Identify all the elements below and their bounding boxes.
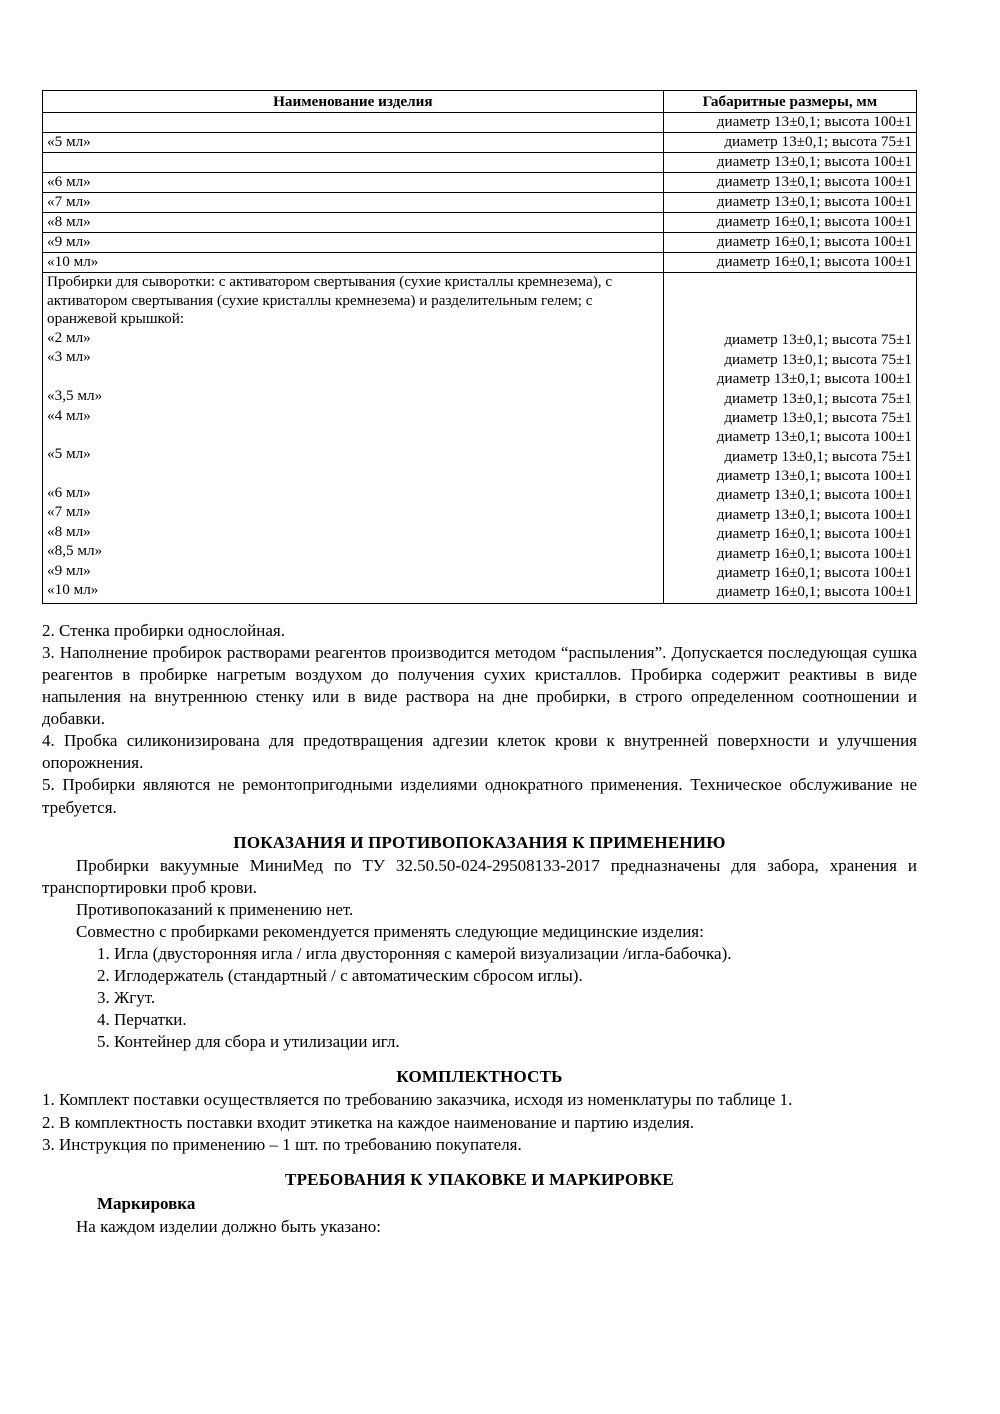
completeness-section-title: КОМПЛЕКТНОСТЬ — [396, 1067, 563, 1087]
table-header-row — [43, 91, 917, 113]
serum-tubes-name-list — [47, 329, 659, 600]
completeness-paragraph-3: 3. Инструкция по применению – 1 шт. по требованию покупателя. — [42, 1134, 522, 1154]
table-row — [43, 113, 917, 133]
product-name: «3 мл» — [47, 348, 91, 366]
product-dimensions: диаметр 16±0,1; высота 100±1 — [663, 213, 916, 233]
product-dimensions: диаметр 16±0,1; высота 100±1 — [663, 253, 916, 273]
product-dimensions: диаметр 13±0,1; высота 75±1 — [663, 133, 916, 153]
product-name: «3,5 мл» — [47, 387, 103, 405]
paragraph-4: 4. Пробка силиконизирована для предотвращения адгезии клеток крови к внутренней поверхности и улучшения опорожнения. — [42, 731, 917, 773]
table-row — [43, 153, 917, 173]
product-dimensions: диаметр 13±0,1; высота 75±1 — [724, 408, 912, 426]
product-dimensions: диаметр 13±0,1; высота 75±1 — [724, 447, 912, 465]
list-item: 5. Контейнер для сбора и утилизации игл. — [97, 1032, 400, 1052]
paragraph-3: 3. Наполнение пробирок растворами реагентов производится методом “распыления”. Допускается последующая сушка реагентов в пробирке нагретым воздухом до получения сухих кристаллов. Пробирка содержит реактивы в виде напыления на внутреннюю стенку или в виде раствора на дне пробирки, в строго определенном соотношении и добавки. — [42, 642, 917, 729]
product-dimensions: диаметр 16±0,1; высота 100±1 — [716, 583, 912, 601]
product-name: «10 мл» — [47, 581, 99, 599]
list-item: 2. Иглодержатель (стандартный / с автоматическим сбросом иглы). — [97, 966, 583, 986]
indications-section-title: ПОКАЗАНИЯ И ПРОТИВОПОКАЗАНИЯ К ПРИМЕНЕНИЮ — [233, 832, 726, 852]
product-name: «9 мл» — [43, 233, 664, 253]
paragraph-2: 2. Стенка пробирки однослойная. — [42, 620, 285, 640]
list-item: 3. Жгут. — [97, 988, 156, 1008]
product-name: «10 мл» — [43, 253, 664, 273]
product-dimensions: диаметр 13±0,1; высота 100±1 — [716, 370, 912, 388]
product-name — [47, 465, 659, 484]
paragraph-5: 5. Пробирки являются не ремонтопригодными изделиями однократного применения. Техническое обслуживание не требуется. — [42, 775, 917, 817]
table-row — [43, 133, 917, 153]
product-name: «7 мл» — [47, 503, 91, 521]
column-header-name: Наименование изделия — [43, 91, 664, 113]
table-row — [43, 233, 917, 253]
product-name: «7 мл» — [43, 193, 664, 213]
product-dimensions: диаметр 13±0,1; высота 75±1 — [724, 389, 912, 407]
product-dimensions: диаметр 16±0,1; высота 100±1 — [716, 564, 912, 582]
product-name: «4 мл» — [47, 406, 91, 424]
product-dimensions: диаметр 16±0,1; высота 100±1 — [663, 233, 916, 253]
completeness-paragraph-2: 2. В комплектность поставки входит этикетка на каждое наименование и партию изделия. — [42, 1112, 695, 1132]
product-name — [43, 113, 664, 133]
product-dimensions: диаметр 13±0,1; высота 100±1 — [663, 173, 916, 193]
product-name — [47, 426, 659, 445]
table-row — [43, 193, 917, 213]
product-dimensions: диаметр 13±0,1; высота 100±1 — [716, 428, 912, 446]
product-dimensions: диаметр 16±0,1; высота 100±1 — [716, 544, 912, 562]
serum-tubes-description: Пробирки для сыворотки: с активатором свертывания (сухие кристаллы кремнезема), с активатором свертывания (сухие кристаллы кремнезема) и разделительным гелем; с оранжевой крышкой: — [47, 273, 613, 328]
serum-tubes-row — [43, 273, 917, 603]
product-dimensions: диаметр 13±0,1; высота 75±1 — [724, 331, 912, 349]
indications-paragraph-2: Противопоказаний к применению нет. — [76, 899, 354, 919]
product-dimensions: диаметр 13±0,1; высота 75±1 — [724, 350, 912, 368]
column-header-dimensions: Габаритные размеры, мм — [663, 91, 916, 113]
product-name — [47, 368, 659, 387]
packaging-paragraph-1: На каждом изделии должно быть указано: — [76, 1216, 381, 1236]
table-row — [43, 253, 917, 273]
product-dimensions: диаметр 13±0,1; высота 100±1 — [716, 505, 912, 523]
marking-subsection-title: Маркировка — [97, 1193, 196, 1213]
product-name — [43, 153, 664, 173]
product-dimensions: диаметр 13±0,1; высота 100±1 — [663, 113, 916, 133]
product-name: «2 мл» — [47, 328, 91, 346]
product-dimensions: диаметр 13±0,1; высота 100±1 — [663, 153, 916, 173]
product-dimensions: диаметр 13±0,1; высота 100±1 — [663, 193, 916, 213]
document-content — [42, 90, 917, 1238]
product-dimensions: диаметр 13±0,1; высота 100±1 — [716, 486, 912, 504]
serum-tubes-dimensions-cell — [663, 273, 916, 603]
indications-paragraph-1: Пробирки вакуумные МиниМед по ТУ 32.50.50-024-29508133-2017 предназначены для забора, хранения и транспортировки проб крови. — [42, 855, 917, 897]
product-name: «9 мл» — [47, 561, 91, 579]
product-name: «8,5 мл» — [47, 542, 103, 560]
product-name: «5 мл» — [47, 445, 91, 463]
product-name: «5 мл» — [43, 133, 664, 153]
list-item: 1. Игла (двусторонняя игла / игла двусторонняя с камерой визуализации /игла-бабочка). — [97, 944, 732, 964]
packaging-section-title: ТРЕБОВАНИЯ К УПАКОВКЕ И МАРКИРОВКЕ — [285, 1169, 674, 1189]
specifications-table — [42, 90, 917, 604]
table-row — [43, 213, 917, 233]
serum-tubes-cell — [43, 273, 664, 603]
product-dimensions: диаметр 16±0,1; высота 100±1 — [716, 525, 912, 543]
product-dimensions: диаметр 13±0,1; высота 100±1 — [716, 467, 912, 485]
list-item: 4. Перчатки. — [97, 1010, 187, 1030]
table-row — [43, 173, 917, 193]
completeness-paragraph-1: 1. Комплект поставки осуществляется по требованию заказчика, исходя из номенклатуры по таблице 1. — [42, 1090, 793, 1110]
product-name: «6 мл» — [47, 484, 91, 502]
product-name: «6 мл» — [43, 173, 664, 193]
indications-paragraph-3: Совместно с пробирками рекомендуется применять следующие медицинские изделия: — [76, 921, 704, 941]
product-name: «8 мл» — [47, 522, 91, 540]
product-name: «8 мл» — [43, 213, 664, 233]
